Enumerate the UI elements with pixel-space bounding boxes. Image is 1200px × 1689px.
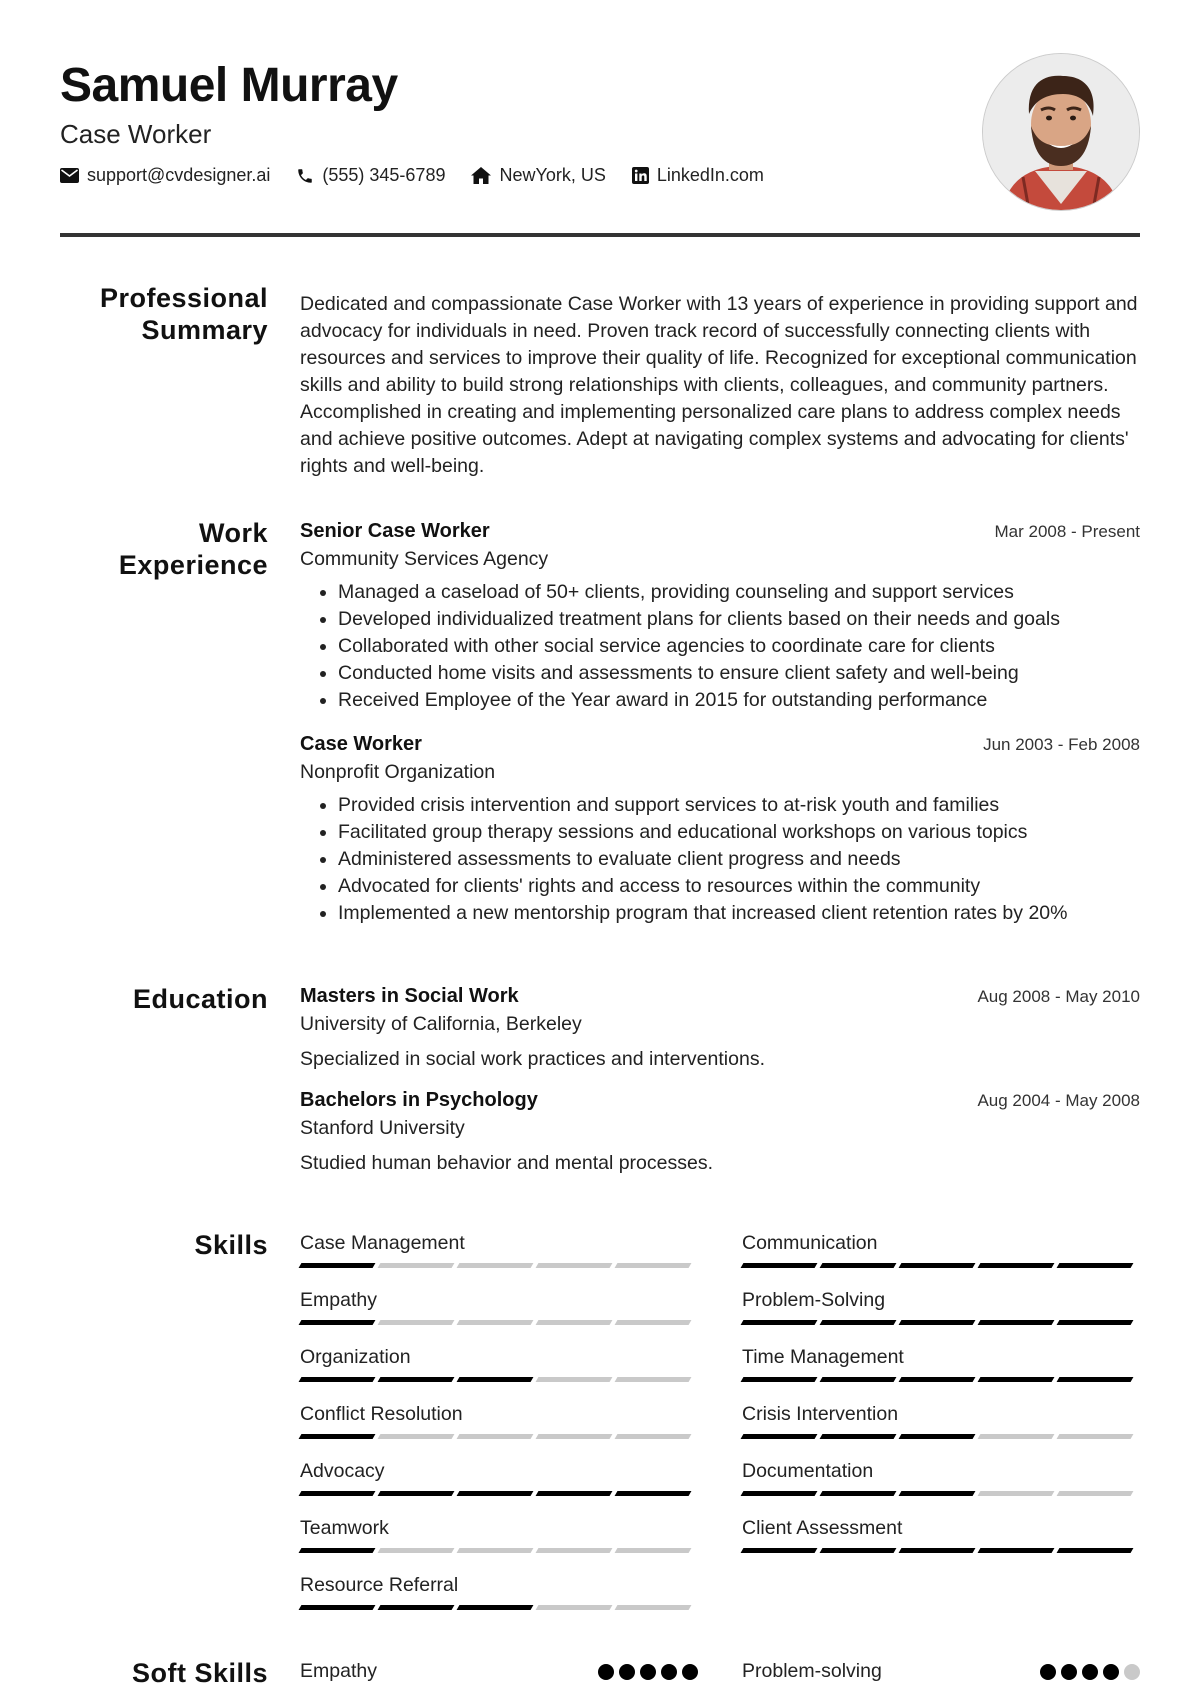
skill-level-segment xyxy=(978,1491,1055,1496)
skill-level-segment xyxy=(299,1263,376,1268)
skill-level-bar xyxy=(742,1491,1140,1496)
skill-level-segment xyxy=(978,1548,1055,1553)
skill-item xyxy=(742,1517,1140,1553)
skill-item xyxy=(300,1574,698,1610)
skill-item xyxy=(300,1517,698,1553)
skill-name: Advocacy xyxy=(300,1460,385,1482)
skill-level-bar xyxy=(300,1263,698,1268)
skill-level-segment xyxy=(536,1548,613,1553)
skill-level-segment xyxy=(978,1377,1055,1382)
skill-level-bar xyxy=(300,1605,698,1610)
skill-level-segment xyxy=(741,1434,818,1439)
summary-heading-line1: Professional xyxy=(99,283,268,313)
skill-level-segment xyxy=(457,1605,534,1610)
skill-level-segment xyxy=(1057,1434,1134,1439)
job-bullet: • Managed a caseload of 50+ clients, providing counseling and support services xyxy=(338,579,1140,606)
skill-level-segment xyxy=(741,1320,818,1325)
skill-level-bar xyxy=(742,1320,1140,1325)
skill-name: Case Management xyxy=(300,1232,465,1254)
skill-level-segment xyxy=(1057,1491,1134,1496)
job-bullet: • Implemented a new mentorship program that increased client retention rates by 20% xyxy=(338,900,1140,927)
contact-linkedin-text: LinkedIn.com xyxy=(656,165,764,185)
skill-level-segment xyxy=(1057,1377,1134,1382)
skill-name: Teamwork xyxy=(300,1517,389,1539)
job-bullet: • Conducted home visits and assessments to ensure client safety and well-being xyxy=(338,660,1140,687)
education-date: Aug 2008 - May 2010 xyxy=(977,987,1140,1006)
skill-level-bar xyxy=(300,1548,698,1553)
skill-item xyxy=(300,1460,698,1496)
skill-item xyxy=(742,1289,1140,1325)
skill-level-segment xyxy=(615,1434,692,1439)
skill-level-segment xyxy=(378,1548,455,1553)
job-bullets xyxy=(300,579,1140,714)
contact-linkedin[interactable] xyxy=(632,165,764,186)
contact-location xyxy=(471,165,605,186)
education-entry xyxy=(300,1089,1140,1175)
contact-row xyxy=(60,165,790,186)
skill-level-segment xyxy=(457,1263,534,1268)
education-description: Specialized in social work practices and interventions. xyxy=(300,1048,765,1070)
skill-level-segment xyxy=(536,1263,613,1268)
avatar-portrait xyxy=(983,54,1139,210)
summary-text: Dedicated and compassionate Case Worker with 13 years of experience in providing support and advocacy for individuals in need. Proven track record of successfully connecting clients with resources and services to improve their quality of life. Recognized for exceptional communication skills and ability to build strong relationships with clients, colleagues, and community partners. Accomplished in creating and implementing personalized care plans to address complex needs and achieve positive outcomes. Adept at navigating complex systems and advocating for clients' rights and well-being. xyxy=(300,293,1138,477)
skill-level-segment xyxy=(820,1548,897,1553)
skill-level-segment xyxy=(378,1434,455,1439)
skill-item xyxy=(742,1403,1140,1439)
education-date: Aug 2004 - May 2008 xyxy=(977,1091,1140,1110)
contact-email-text: support@cvdesigner.ai xyxy=(87,165,271,185)
skill-name: Empathy xyxy=(300,1289,377,1311)
skill-name: Time Management xyxy=(742,1346,904,1368)
skill-level-segment xyxy=(741,1548,818,1553)
skill-level-segment xyxy=(536,1320,613,1325)
skill-level-segment xyxy=(899,1491,976,1496)
experience-heading-line1: Work xyxy=(198,518,268,548)
skill-level-segment xyxy=(378,1377,455,1382)
skill-level-bar xyxy=(742,1434,1140,1439)
skill-name: Crisis Intervention xyxy=(742,1403,899,1425)
skill-level-segment xyxy=(820,1320,897,1325)
skill-level-segment xyxy=(378,1491,455,1496)
skill-level-segment xyxy=(378,1320,455,1325)
job-date: Jun 2003 - Feb 2008 xyxy=(983,735,1140,754)
skill-level-segment xyxy=(820,1491,897,1496)
skill-level-segment xyxy=(299,1320,376,1325)
job-entry xyxy=(300,520,1140,714)
job-bullet: • Developed individualized treatment plans for clients based on their needs and goals xyxy=(338,606,1140,633)
skill-level-segment xyxy=(299,1377,376,1382)
job-bullet: • Collaborated with other social service agencies to coordinate care for clients xyxy=(338,633,1140,660)
summary-heading xyxy=(100,282,268,346)
phone-icon xyxy=(296,167,314,185)
skill-level-segment xyxy=(820,1263,897,1268)
skill-level-bar xyxy=(742,1263,1140,1268)
skill-level-segment xyxy=(536,1434,613,1439)
experience-heading-line2: Experience xyxy=(118,550,268,580)
skill-item xyxy=(300,1289,698,1325)
degree-title: Masters in Social Work xyxy=(300,985,519,1007)
job-entry xyxy=(300,733,1140,927)
skill-level-segment xyxy=(1057,1548,1134,1553)
skill-level-segment xyxy=(299,1605,376,1610)
skill-level-segment xyxy=(457,1548,534,1553)
rating-dot xyxy=(661,1664,677,1680)
skill-item xyxy=(300,1346,698,1382)
soft-skill-name: Problem-solving xyxy=(742,1660,882,1682)
skill-level-bar xyxy=(300,1320,698,1325)
skill-level-segment xyxy=(741,1377,818,1382)
rating-dot xyxy=(640,1664,656,1680)
skill-level-bar xyxy=(742,1548,1140,1553)
skill-level-segment xyxy=(457,1491,534,1496)
skill-level-segment xyxy=(820,1377,897,1382)
profile-photo xyxy=(982,53,1140,211)
skill-level-segment xyxy=(1057,1320,1134,1325)
skill-level-segment xyxy=(536,1605,613,1610)
job-organization: Nonprofit Organization xyxy=(300,761,496,783)
soft-skill-name: Empathy xyxy=(300,1660,377,1682)
skill-level-segment xyxy=(615,1320,692,1325)
job-title: Case Worker xyxy=(300,733,422,755)
school-name: University of California, Berkeley xyxy=(300,1013,582,1035)
skill-level-bar xyxy=(300,1491,698,1496)
skill-level-segment xyxy=(899,1434,976,1439)
rating-dot xyxy=(1103,1664,1119,1680)
rating-dot xyxy=(598,1664,614,1680)
rating-dot xyxy=(1082,1664,1098,1680)
skill-name: Documentation xyxy=(742,1460,874,1482)
candidate-title: Case Worker xyxy=(60,119,212,149)
candidate-name: Samuel Murray xyxy=(60,59,398,112)
skill-level-segment xyxy=(615,1548,692,1553)
job-bullet: • Advocated for clients' rights and access to resources within the community xyxy=(338,873,1140,900)
linkedin-icon xyxy=(632,167,649,184)
skill-level-segment xyxy=(741,1263,818,1268)
rating-dot xyxy=(1061,1664,1077,1680)
skill-level-segment xyxy=(536,1377,613,1382)
skill-level-segment xyxy=(1057,1263,1134,1268)
skill-name: Organization xyxy=(300,1346,411,1368)
skill-level-segment xyxy=(615,1491,692,1496)
soft-skills-heading: Soft Skills xyxy=(131,1658,268,1688)
skill-level-segment xyxy=(615,1377,692,1382)
skill-level-segment xyxy=(741,1491,818,1496)
skill-item xyxy=(300,1232,698,1268)
contact-phone[interactable] xyxy=(296,165,445,186)
job-bullet: • Administered assessments to evaluate client progress and needs xyxy=(338,846,1140,873)
skill-item xyxy=(742,1460,1140,1496)
home-icon xyxy=(471,167,491,184)
job-title: Senior Case Worker xyxy=(300,520,490,542)
rating-dot xyxy=(619,1664,635,1680)
skill-name: Communication xyxy=(742,1232,878,1254)
contact-phone-text: (555) 345-6789 xyxy=(322,165,446,185)
education-description: Studied human behavior and mental processes. xyxy=(300,1152,714,1174)
job-date: Mar 2008 - Present xyxy=(994,522,1140,541)
skill-item xyxy=(742,1346,1140,1382)
skill-level-bar xyxy=(300,1377,698,1382)
skill-level-segment xyxy=(615,1605,692,1610)
skill-level-segment xyxy=(820,1434,897,1439)
skill-level-segment xyxy=(899,1320,976,1325)
skill-level-segment xyxy=(615,1263,692,1268)
skill-name: Resource Referral xyxy=(300,1574,459,1596)
skill-level-segment xyxy=(899,1548,976,1553)
skill-name: Conflict Resolution xyxy=(300,1403,463,1425)
skill-level-segment xyxy=(899,1377,976,1382)
rating-dot xyxy=(1040,1664,1056,1680)
skill-name: Problem-Solving xyxy=(742,1289,886,1311)
skill-level-bar xyxy=(742,1377,1140,1382)
skill-level-segment xyxy=(536,1491,613,1496)
education-heading: Education xyxy=(132,984,268,1014)
contact-email[interactable] xyxy=(60,165,270,186)
skill-level-segment xyxy=(457,1377,534,1382)
skill-level-segment xyxy=(299,1434,376,1439)
contact-location-text: NewYork, US xyxy=(499,165,606,185)
job-bullet: • Provided crisis intervention and support services to at-risk youth and families xyxy=(338,792,1140,819)
school-name: Stanford University xyxy=(300,1117,465,1139)
skill-level-segment xyxy=(978,1434,1055,1439)
skill-item xyxy=(742,1232,1140,1268)
soft-skill-rating xyxy=(593,1664,698,1680)
soft-skill-item xyxy=(300,1660,698,1683)
skills-heading: Skills xyxy=(194,1230,268,1260)
skill-name: Client Assessment xyxy=(742,1517,903,1539)
skill-level-segment xyxy=(299,1548,376,1553)
skill-level-segment xyxy=(378,1263,455,1268)
job-bullet: • Received Employee of the Year award in 2015 for outstanding performance xyxy=(338,687,1140,714)
soft-skill-item xyxy=(742,1660,1140,1683)
job-bullet: • Facilitated group therapy sessions and educational workshops on various topics xyxy=(338,819,1140,846)
skill-item xyxy=(300,1403,698,1439)
experience-heading xyxy=(119,517,268,581)
summary-heading-line2: Summary xyxy=(141,315,268,345)
skill-level-segment xyxy=(978,1320,1055,1325)
job-organization: Community Services Agency xyxy=(300,548,549,570)
soft-skill-rating xyxy=(1035,1664,1140,1680)
degree-title: Bachelors in Psychology xyxy=(300,1089,538,1111)
skill-level-segment xyxy=(299,1491,376,1496)
skill-level-segment xyxy=(978,1263,1055,1268)
skill-level-segment xyxy=(899,1263,976,1268)
skill-level-segment xyxy=(457,1434,534,1439)
rating-dot xyxy=(1124,1664,1140,1680)
rating-dot xyxy=(682,1664,698,1680)
education-entry xyxy=(300,985,1140,1071)
envelope-icon xyxy=(60,168,79,183)
job-bullets xyxy=(300,792,1140,927)
skill-level-segment xyxy=(378,1605,455,1610)
skill-level-bar xyxy=(300,1434,698,1439)
skill-level-segment xyxy=(457,1320,534,1325)
header-divider xyxy=(60,233,1140,237)
